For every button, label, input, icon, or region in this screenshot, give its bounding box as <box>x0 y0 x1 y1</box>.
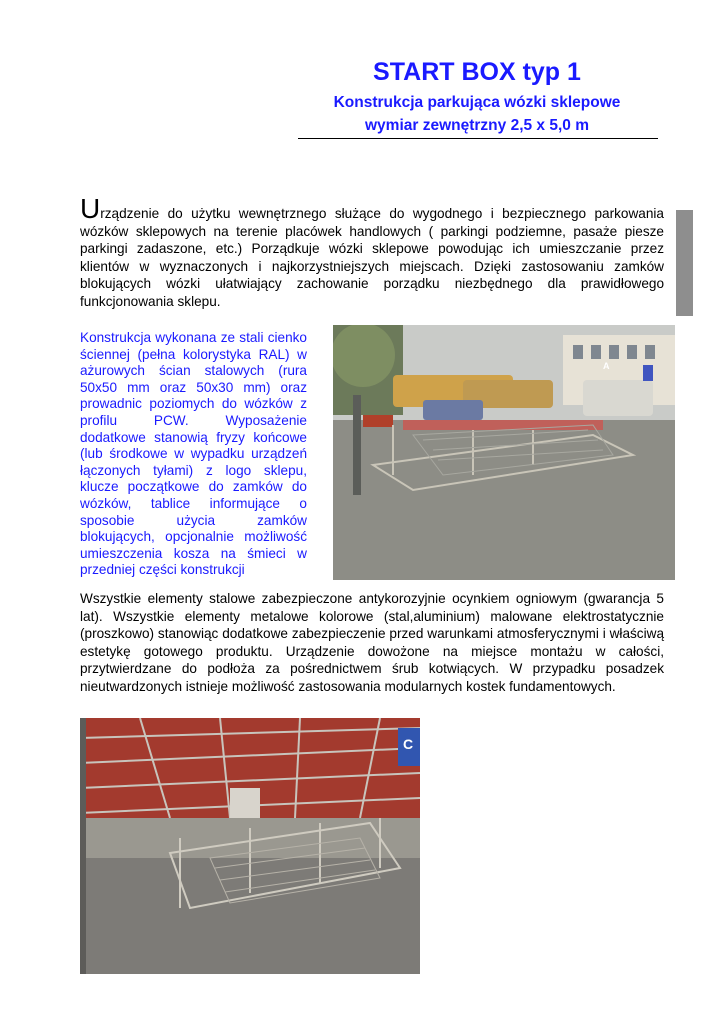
body-paragraph-2: Wszystkie elementy stalowe zabezpieczone antykorozyjnie ocynkiem ogniowym (gwarancja 5 lat). Wszystkie elementy metalowe kolorowe (stal,aluminium) malowane elektrostatycznie (proszkowo) stanowiąc dodatkowe zabezpieczenie przed warunkami atmosferycznymi i właściwą estetykę gotowego produktu. Urządzenie dowożone na miejsce montażu w całości, przytwierdzane do podłoża za pośrednictwem śrub kotwiących. W przypadku posadzek nieutwardzonych istnieje możliwość zastosowania modularnych kostek fundamentowych. <box>80 591 664 694</box>
photo-parking-structure-roofed <box>80 718 420 974</box>
side-tab-marker <box>676 210 693 316</box>
intro-dropcap: U <box>80 193 101 224</box>
photo-outdoor-illustration <box>333 325 675 580</box>
page-subtitle-line2: wymiar zewnętrzny 2,5 x 5,0 m <box>365 117 589 134</box>
photo-parking-structure-outdoor <box>333 325 675 580</box>
photo-roofed-illustration <box>80 718 420 974</box>
photo1-sign-label: A <box>603 361 610 371</box>
photo2-sign-label: C <box>403 736 414 752</box>
intro-text: rządzenie do użytku wewnętrznego służące do wygodnego i bezpiecznego parkowania wózków sklepowych na terenie placówek handlowych ( parkingi podziemne, pasaże piesze parkingi zadaszone, etc.) Porządkuje wózki sklepowe powodując ich umieszczanie przez klientów w wyznaczonych i najkorzystniejszych miejscach. Dzięki zastosowaniu zamków blokujących wózki ułatwiający zachowanie porządku niezbędnego dla prawidłowego funkcjonowania sklepu. <box>80 206 664 309</box>
header-rule <box>298 138 658 139</box>
intro-paragraph <box>80 193 664 311</box>
page-subtitle-line1: Konstrukcja parkująca wózki sklepowe <box>333 94 621 111</box>
construction-description: Konstrukcja wykonana ze stali cienko ściennej (pełna kolorystyka RAL) w ażurowych ścian stalowych (rura 50x50 mm oraz 50x30 mm) oraz prowadnic poziomych do wózków z profilu PCW. Wyposażenie dodatkowe stanowią fryzy końcowe (lub środkowe w wypadku urządzeń łączonych tyłami) z logo sklepu, klucze początkowe do zamków do wózków, tablice informujące o sposobie użycia zamków blokujących, opcjonalnie możliwość umieszczenia kosza na śmieci w przedniej części konstrukcji <box>80 330 307 578</box>
page-title: START BOX typ 1 <box>373 58 581 86</box>
